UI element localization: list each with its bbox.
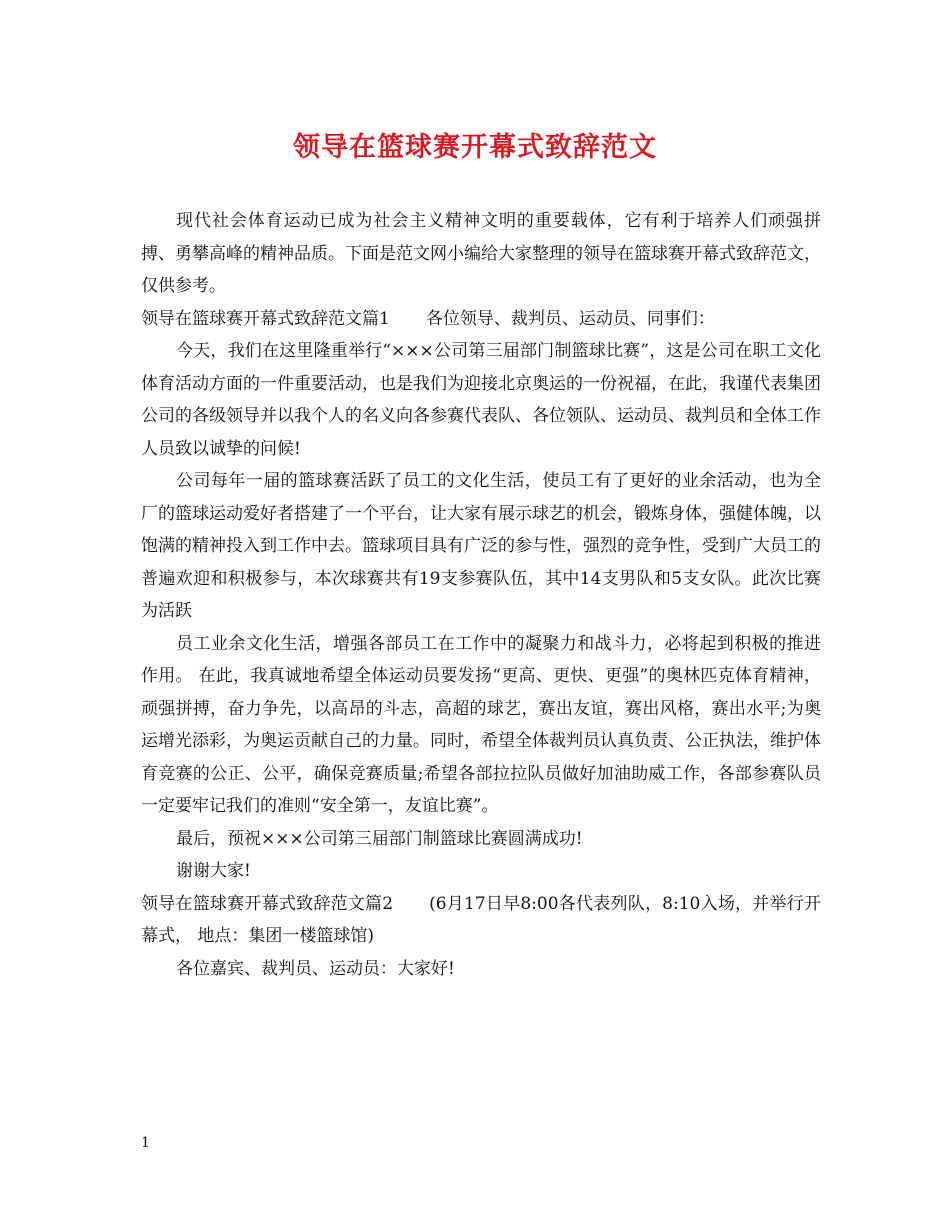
section-1-heading-line	[141, 303, 821, 336]
section-1-heading: 领导在篮球赛开幕式致辞范文篇1	[141, 308, 390, 329]
section-2-note: (6月17日早8:00各代表列队，8:10入场，并举行开幕式， 地点：集团一楼篮球馆)	[141, 893, 821, 946]
section-1-salutation: 各位领导、裁判员、运动员、同事们：	[425, 308, 715, 329]
section-2-heading: 领导在篮球赛开幕式致辞范文篇2	[141, 893, 394, 914]
section-2-heading-line	[141, 888, 821, 953]
section-1-paragraph-1: 今天，我们在这里隆重举行“×××公司第三届部门制篮球比赛”，这是公司在职工文化体育活动方面的一件重要活动，也是我们为迎接北京奥运的一份祝福，在此，我谨代表集团公司的各级领导并以我个人的名义向各参赛代表队、各位领队、运动员、裁判员和全体工作人员致以诚挚的问候!	[141, 341, 821, 459]
intro-paragraph: 现代社会体育运动已成为社会主义精神文明的重要载体，它有利于培养人们顽强拼搏、勇攀高峰的精神品质。下面是范文网小编给大家整理的领导在篮球赛开幕式致辞范文，仅供参考。	[141, 211, 821, 296]
document-body	[141, 205, 821, 985]
section-1-paragraph-5: 谢谢大家!	[176, 861, 251, 881]
page-number: 1	[141, 1135, 150, 1151]
document-title: 领导在篮球赛开幕式致辞范文	[293, 132, 657, 163]
section-1-paragraph-4: 最后，预祝×××公司第三届部门制篮球比赛圆满成功!	[176, 828, 583, 849]
section-1-paragraph-2: 公司每年一届的篮球赛活跃了员工的文化生活，使员工有了更好的业余活动，也为全厂的篮球运动爱好者搭建了一个平台，让大家有展示球艺的机会，锻炼身体，强健体魄，以饱满的精神投入到工作中去。篮球项目具有广泛的参与性，强烈的竞争性，受到广大员工的普遍欢迎和积极参与，本次球赛共有19支参赛队伍，其中14支男队和5支女队。此次比赛为活跃	[141, 471, 821, 621]
section-1-paragraph-3: 员工业余文化生活，增强各部员工在工作中的凝聚力和战斗力，必将起到积极的推进作用。 在此，我真诚地希望全体运动员要发扬“更高、更快、更强”的奥林匹克体育精神，顽强拼搏，奋力争先，以高昂的斗志，高超的球艺，赛出友谊，赛出风格，赛出水平;为奥运增光添彩，为奥运贡献自己的力量。同时，希望全体裁判员认真负责、公正执法，维护体育竞赛的公正、公平，确保竞赛质量;希望各部拉拉队员做好加油助威工作，各部参赛队员一定要牢记我们的准则“安全第一，友谊比赛”。	[141, 633, 821, 816]
section-2-paragraph-1: 各位嘉宾、裁判员、运动员：大家好!	[176, 958, 455, 979]
